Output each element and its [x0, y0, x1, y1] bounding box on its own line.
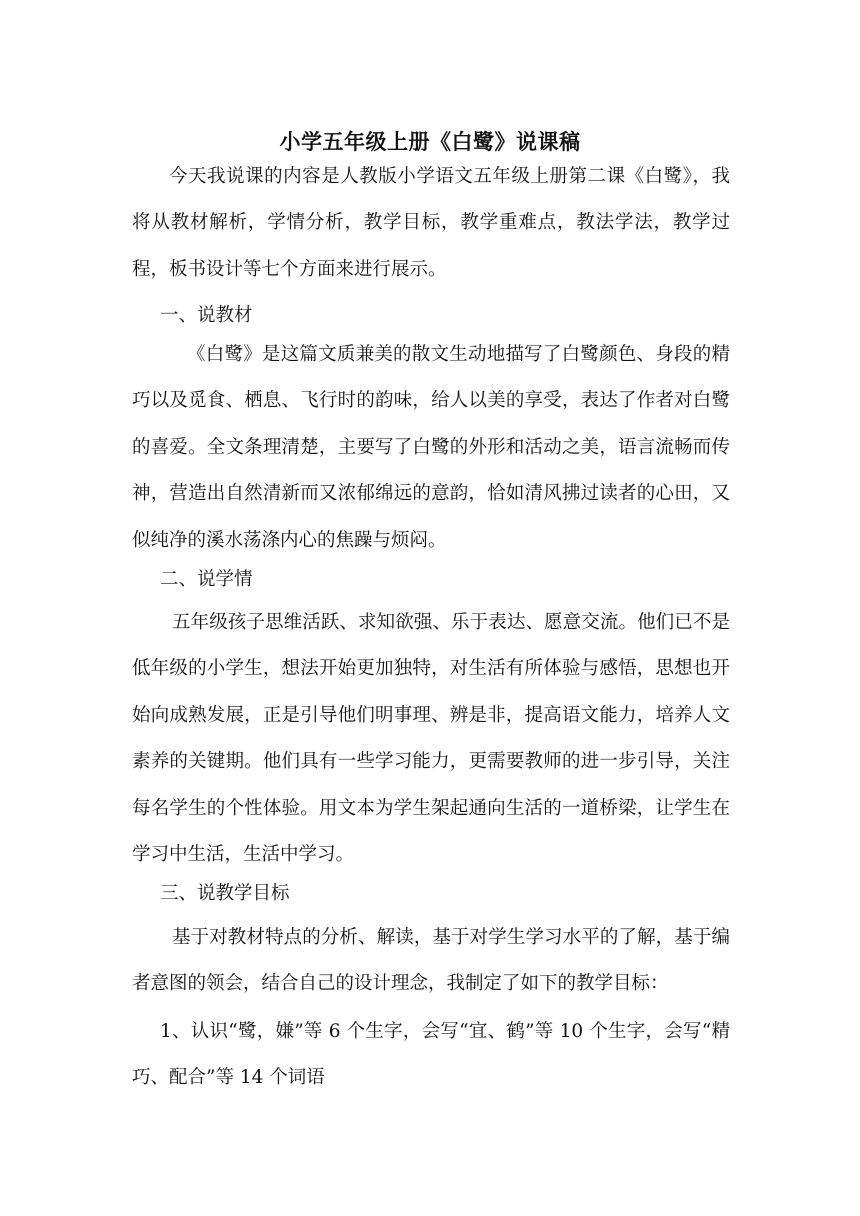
section-body-textbook: 《白鹭》是这篇文质兼美的散文生动地描写了白鹭颜色、身段的精巧以及觅食、栖息、飞行时的韵味，给人以美的享受，表达了作者对白鹭的喜爱。全文条理清楚，主要写了白鹭的外形和活动之美，语言流畅而传神，营造出自然清新而又浓郁绵远的意韵，恰如清风拂过读者的心田，又似纯净的溪水荡涤内心的焦躁与烦闷。: [132, 344, 730, 551]
section-body-students: 五年级孩子思维活跃、求知欲强、乐于表达、愿意交流。他们已不是低年级的小学生，想法开始更加独特，对生活有所体验与感悟，思想也开始向成熟发展，正是引导他们明事理、辨是非，提高语文能力，培养人文素养的关键期。他们具有一些学习能力，更需要教师的进一步引导，关注每名学生的个性体验。用文本为学生架起通向生活的一道桥梁，让学生在学习中生活，生活中学习。: [132, 612, 730, 866]
intro-paragraph: 今天我说课的内容是人教版小学语文五年级上册第二课《白鹭》，我将从教材解析，学情分析，教学目标，教学重难点，教法学法，教学过程，板书设计等七个方面来进行展示。: [132, 166, 730, 280]
section-heading-students: 二、说学情: [160, 569, 253, 590]
document-title: 小学五年级上册《白鹭》说课稿: [279, 129, 581, 155]
objective-item: 1、认识“鹭，嫌”等 6 个生字，会写“宜、鹤”等 10 个生字，会写“精巧、配合”等 14 个词语: [132, 1021, 730, 1089]
section-body-objectives: 基于对教材特点的分析、解读，基于对学生学习水平的了解，基于编者意图的领会，结合自己的设计理念，我制定了如下的教学目标：: [132, 927, 730, 995]
section-heading-objectives: 三、说教学目标: [160, 883, 290, 904]
section-heading-textbook: 一、说教材: [160, 305, 253, 326]
